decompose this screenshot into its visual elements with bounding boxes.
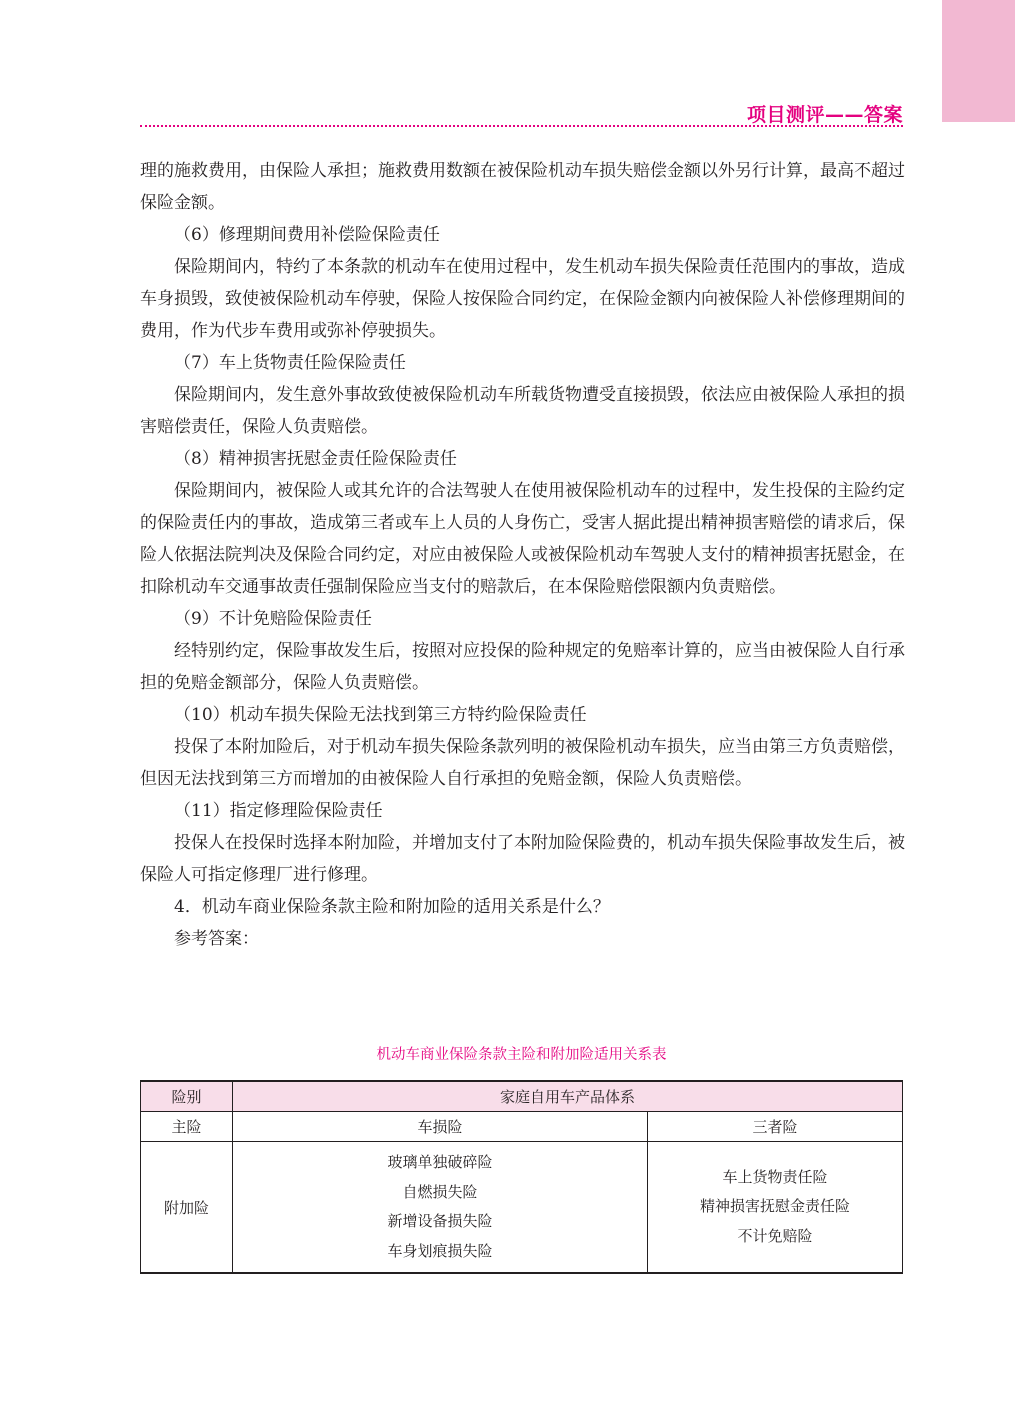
addon-col1-cell (233, 1142, 648, 1274)
paragraph: 保险期间内，特约了本条款的机动车在使用过程中，发生机动车损失保险责任范围内的事故，造成车身损毁，致使被保险机动车停驶，保险人按保险合同约定，在保险金额内向被保险人补偿修理期间的费用，作为代步车费用或弥补停驶损失。 (140, 257, 905, 341)
paragraph: 理的施救费用，由保险人承担；施救费用数额在被保险机动车损失赔偿金额以外另行计算，最高不超过保险金额。 (140, 161, 905, 213)
paragraph: （10）机动车损失保险无法找到第三方特约险保险责任 (174, 705, 587, 725)
addon-item: 车身划痕损失险 (387, 1241, 493, 1260)
paragraph: （9）不计免赔险保险责任 (174, 609, 372, 629)
addon-col2-cell (648, 1142, 903, 1274)
header-cell-kind: 险别 (141, 1081, 233, 1112)
main-col2-cell: 三者险 (648, 1112, 903, 1142)
addon-item: 车上货物责任险 (722, 1167, 828, 1186)
answer-label: 参考答案： (174, 929, 259, 949)
addon-item: 精神损害抚慰金责任险 (699, 1197, 850, 1216)
addon-item: 自燃损失险 (402, 1182, 478, 1201)
addon-item: 不计免赔险 (737, 1226, 813, 1245)
table-header-row (141, 1081, 903, 1112)
page-edge-tab (942, 0, 1015, 122)
paragraph: 投保了本附加险后，对于机动车损失保险条款列明的被保险机动车损失，应当由第三方负责赔偿，但因无法找到第三方而增加的由被保险人自行承担的免赔金额，保险人负责赔偿。 (140, 737, 905, 789)
header-divider (140, 125, 903, 127)
paragraph: 保险期间内，被保险人或其允许的合法驾驶人在使用被保险机动车的过程中，发生投保的主险约定的保险责任内的事故，造成第三者或车上人员的人身伤亡，受害人据此提出精神损害赔偿的请求后，保险人依据法院判决及保险合同约定，对应由被保险人或被保险机动车驾驶人支付的精神损害抚慰金，在扣除机动车交通事故责任强制保险应当支付的赔款后，在本保险赔偿限额内负责赔偿。 (140, 481, 905, 597)
paragraph: （7）车上货物责任险保险责任 (174, 353, 406, 373)
body-text (140, 155, 905, 955)
addon-item: 玻璃单独破碎险 (387, 1153, 493, 1171)
running-header-title: 项目测评——答案 (746, 104, 903, 126)
table-row-addon (141, 1142, 903, 1274)
main-col1-cell: 车损险 (233, 1112, 648, 1142)
paragraph: 保险期间内，发生意外事故致使被保险机动车所载货物遭受直接损毁，依法应由被保险人承担的损害赔偿责任，保险人负责赔偿。 (140, 385, 905, 437)
paragraph: （6）修理期间费用补偿险保险责任 (174, 225, 440, 245)
paragraph: 投保人在投保时选择本附加险，并增加支付了本附加险保险费的，机动车损失保险事故发生后，被保险人可指定修理厂进行修理。 (140, 833, 905, 885)
insurance-relation-table (140, 1080, 903, 1274)
addon-item: 新增设备损失险 (387, 1212, 493, 1230)
paragraph: （11）指定修理险保险责任 (174, 801, 383, 821)
table-caption: 机动车商业保险条款主险和附加险适用关系表 (376, 1047, 667, 1063)
paragraph: （8）精神损害抚慰金责任险保险责任 (174, 449, 457, 469)
header-cell-system: 家庭自用车产品体系 (233, 1081, 903, 1112)
paragraph: 经特别约定，保险事故发生后，按照对应投保的险种规定的免赔率计算的，应当由被保险人自行承担的免赔金额部分，保险人负责赔偿。 (140, 641, 905, 693)
question-heading: 4．机动车商业保险条款主险和附加险的适用关系是什么？ (174, 897, 610, 917)
table-row-main (141, 1112, 903, 1142)
main-label-cell: 主险 (141, 1112, 233, 1142)
addon-label-cell: 附加险 (141, 1142, 233, 1274)
